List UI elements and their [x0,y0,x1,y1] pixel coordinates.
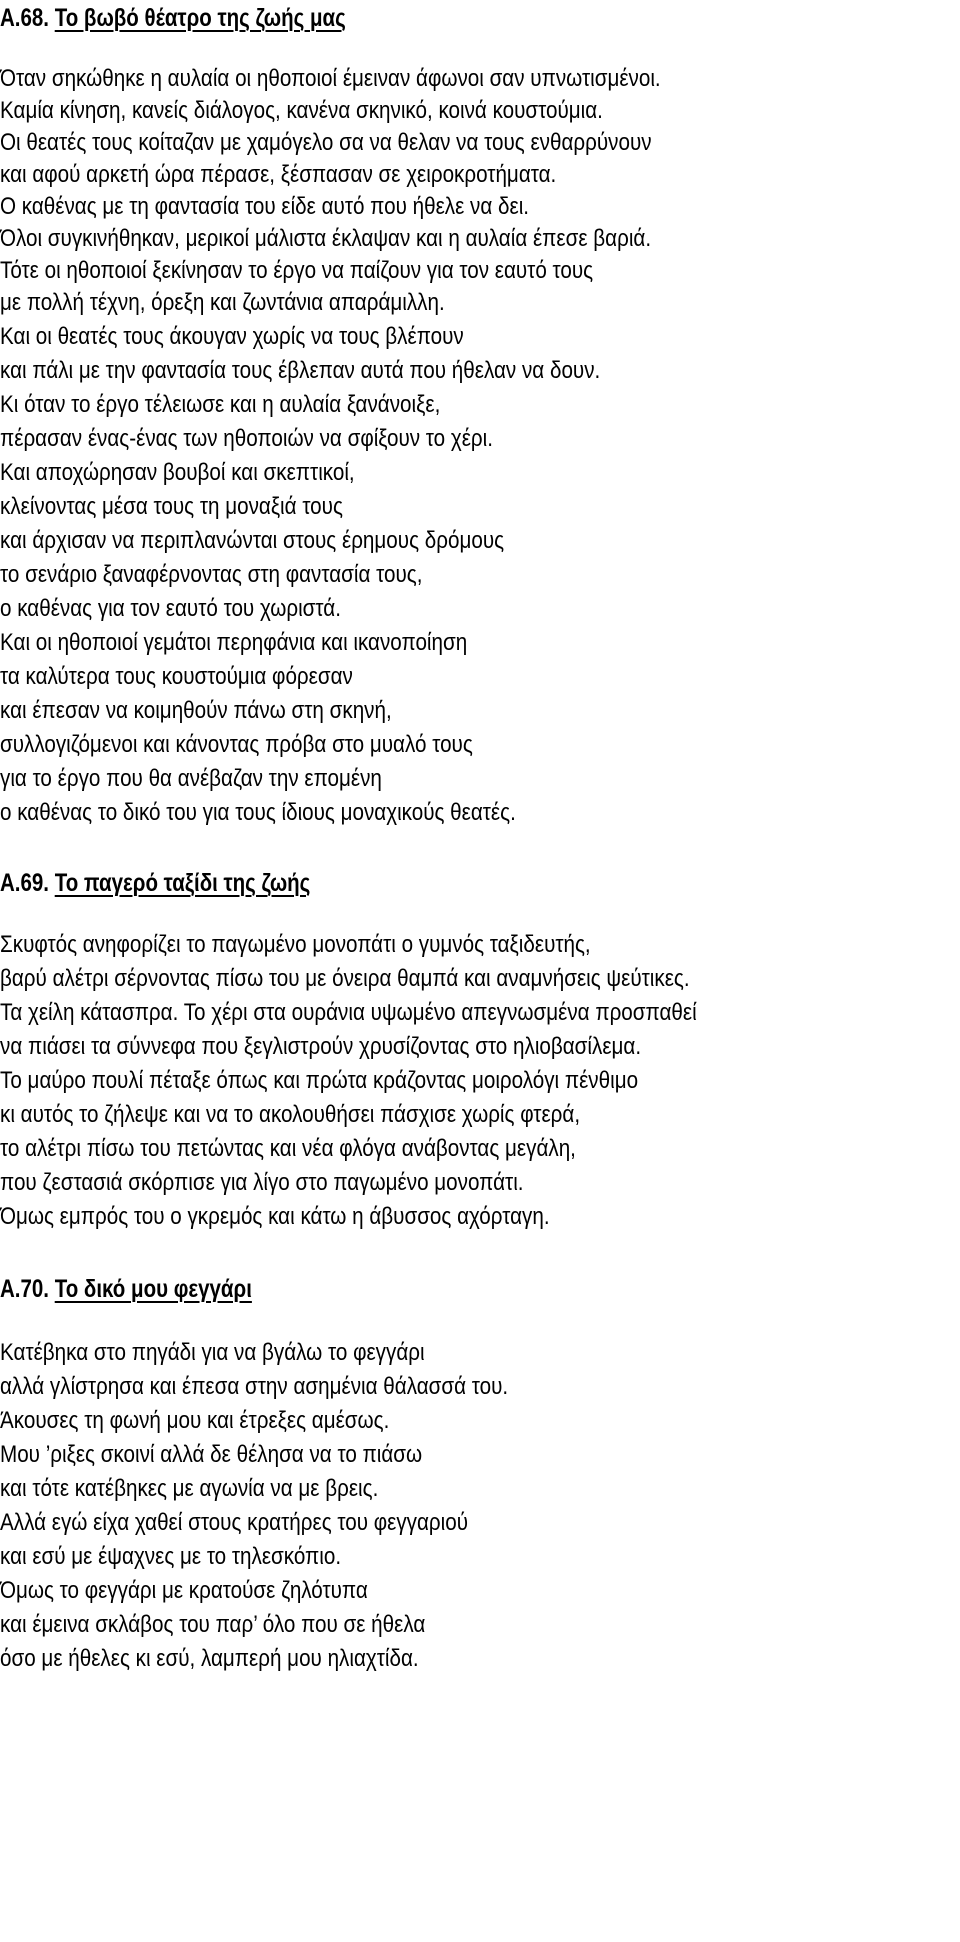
text-line: κι αυτός το ζήλεψε και να το ακολουθήσει πάσχισε χωρίς φτερά, [0,1101,581,1128]
text-line: πέρασαν ένας-ένας των ηθοποιών να σφίξουν το χέρι. [0,425,493,452]
text-line: Καμία κίνηση, κανείς διάλογος, κανένα σκηνικό, κοινά κουστούμια. [0,97,603,124]
text-line: με πολλή τέχνη, όρεξη και ζωντάνια απαράμιλλη. [0,289,445,316]
text-line: ο καθένας το δικό του για τους ίδιους μοναχικούς θεατές. [0,799,516,826]
text-line: Μου ’ριξες σκοινί αλλά δε θέλησα να το πιάσω [0,1441,423,1468]
text-line: συλλογιζόμενοι και κάνοντας πρόβα στο μυαλό τους [0,731,473,758]
section-title: Το παγερό ταξίδι της ζωής [54,869,311,897]
text-line: και πάλι με την φαντασία τους έβλεπαν αυτά που ήθελαν να δουν. [0,357,601,384]
text-line: Ο καθένας με τη φαντασία του είδε αυτό που ήθελε να δει. [0,193,530,220]
text-line: Όταν σηκώθηκε η αυλαία οι ηθοποιοί έμειναν άφωνοι σαν υπνωτισμένοι. [0,65,661,92]
text-line: και άρχισαν να περιπλανώνται στους έρημους δρόμους [0,527,505,554]
text-line: Το μαύρο πουλί πέταξε όπως και πρώτα κράζοντας μοιρολόγι πένθιμο [0,1067,639,1094]
text-line: και εσύ με έψαχνες με το τηλεσκόπιο. [0,1543,342,1570]
text-line: όσο με ήθελες κι εσύ, λαμπερή μου ηλιαχτίδα. [0,1645,419,1672]
text-line: αλλά γλίστρησα και έπεσα στην ασημένια θάλασσά του. [0,1373,509,1400]
text-line: να πιάσει τα σύννεφα που ξεγλιστρούν χρυσίζοντας στο ηλιοβασίλεμα. [0,1033,642,1060]
text-line: Σκυφτός ανηφορίζει το παγωμένο μονοπάτι ο γυμνός ταξιδευτής, [0,931,591,958]
section-number: A.68. [0,4,50,32]
text-line: Αλλά εγώ είχα χαθεί στους κρατήρες του φεγγαριού [0,1509,468,1536]
text-line: Κι όταν το έργο τέλειωσε και η αυλαία ξανάνοιξε, [0,391,441,418]
text-line: Και οι θεατές τους άκουγαν χωρίς να τους βλέπουν [0,323,464,350]
text-line: βαρύ αλέτρι σέρνοντας πίσω του με όνειρα θαμπά και αναμνήσεις ψεύτικες. [0,965,690,992]
text-line: για το έργο που θα ανέβαζαν την επομένη [0,765,382,792]
text-line: Όμως το φεγγάρι με κρατούσε ζηλότυπα [0,1577,368,1604]
text-line: Άκουσες τη φωνή μου και έτρεξες αμέσως. [0,1407,390,1434]
text-line: ο καθένας για τον εαυτό του χωριστά. [0,595,341,622]
text-line: και αφού αρκετή ώρα πέρασε, ξέσπασαν σε χειροκροτήματα. [0,161,557,188]
text-line: τα καλύτερα τους κουστούμια φόρεσαν [0,663,353,690]
section-heading [0,1274,252,1304]
section-heading [0,3,346,33]
text-line: Τότε οι ηθοποιοί ξεκίνησαν το έργο να παίζουν για τον εαυτό τους [0,257,594,284]
section-number: A.69. [0,869,50,897]
text-line: που ζεστασιά σκόρπισε για λίγο στο παγωμένο μονοπάτι. [0,1169,524,1196]
text-line: κλείνοντας μέσα τους τη μοναξιά τους [0,493,343,520]
text-line: Κατέβηκα στο πηγάδι για να βγάλω το φεγγάρι [0,1339,425,1366]
text-line: το αλέτρι πίσω του πετώντας και νέα φλόγα ανάβοντας μεγάλη, [0,1135,576,1162]
text-line: Και οι ηθοποιοί γεμάτοι περηφάνια και ικανοποίηση [0,629,468,656]
text-line: Όμως εμπρός του ο γκρεμός και κάτω η άβυσσος αχόρταγη. [0,1203,550,1230]
text-line: Και αποχώρησαν βουβοί και σκεπτικοί, [0,459,355,486]
section-title: Το δικό μου φεγγάρι [54,1275,252,1303]
text-line: Όλοι συγκινήθηκαν, μερικοί μάλιστα έκλαψαν και η αυλαία έπεσε βαριά. [0,225,652,252]
section-heading [0,868,310,898]
text-line: και έμεινα σκλάβος του παρ’ όλο που σε ήθελα [0,1611,426,1638]
section-title: Το βωβό θέατρο της ζωής μας [54,4,346,32]
section-number: A.70. [0,1275,50,1303]
text-line: και τότε κατέβηκες με αγωνία να με βρεις. [0,1475,379,1502]
text-line: Οι θεατές τους κοίταζαν με χαμόγελο σα να θελαν να τους ενθαρρύνουν [0,129,652,156]
text-line: το σενάριο ξαναφέρνοντας στη φαντασία τους, [0,561,423,588]
text-line: και έπεσαν να κοιμηθούν πάνω στη σκηνή, [0,697,392,724]
text-line: Τα χείλη κάτασπρα. Το χέρι στα ουράνια υψωμένο απεγνωσμένα προσπαθεί [0,999,697,1026]
